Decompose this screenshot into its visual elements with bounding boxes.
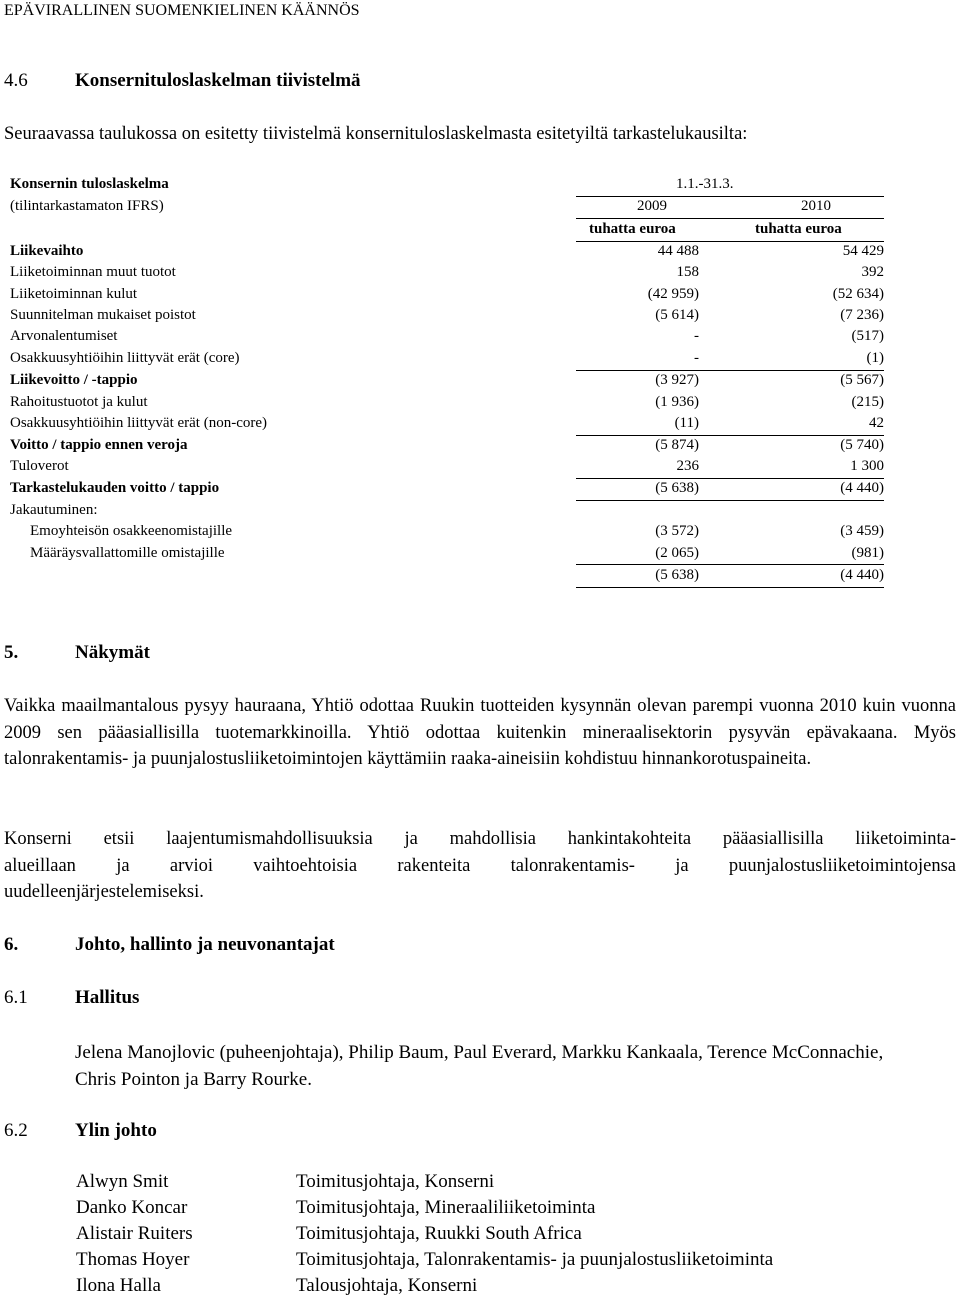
- section-4-6-number: 4.6: [4, 70, 28, 91]
- row-value-2010: 54 429: [842, 243, 884, 259]
- row-label: Voitto / tappio ennen veroja: [10, 437, 188, 453]
- period-rule: [576, 196, 884, 197]
- table-period: 1.1.-31.3.: [676, 176, 734, 192]
- row-value-2010: (4 440): [840, 480, 884, 496]
- row-value-2010: 392: [861, 264, 884, 280]
- paragraph-line: alueillaan ja arvioi vaihtoehtoisia rakenteita talonrakentamis- ja puunjalostusliiketoimintojensa: [4, 855, 956, 876]
- row-value-2010: (52 634): [832, 286, 884, 302]
- row-label: Liiketoiminnan kulut: [10, 286, 138, 302]
- row-value-2009: 44 488: [657, 243, 699, 259]
- table-row: [10, 567, 890, 587]
- section-5-number: 5.: [4, 642, 19, 663]
- row-value-2010: (981): [851, 545, 884, 561]
- total-rule: [576, 587, 884, 588]
- row-label: Tarkastelukauden voitto / tappio: [10, 480, 220, 496]
- col1-year: 2009: [637, 198, 667, 214]
- year-rule: [576, 218, 884, 219]
- total-rule: [576, 564, 884, 565]
- manager-name: Alwyn Smit: [76, 1171, 169, 1192]
- row-value-2010: (5 740): [840, 437, 884, 453]
- total-rule: [576, 500, 884, 501]
- table-row: [10, 350, 890, 370]
- row-label: Liikevoitto / -tappio: [10, 372, 138, 388]
- paragraph-line: Konserni etsii laajentumismahdollisuuksia ja mahdollisia hankintakohteita pääasiallisilla liiketoiminta-: [4, 829, 956, 849]
- table-title: Konsernin tuloslaskelma: [10, 176, 169, 192]
- row-value-2010: (5 567): [840, 372, 884, 388]
- row-label: Suunnitelman mukaiset poistot: [10, 307, 196, 323]
- row-label: Määräysvallattomille omistajille: [30, 545, 225, 561]
- row-value-2009: -: [694, 350, 699, 366]
- row-value-2009: (3 927): [655, 372, 699, 388]
- row-value-2009: (3 572): [655, 523, 699, 539]
- manager-name: Thomas Hoyer: [76, 1249, 190, 1270]
- row-label: Rahoitustuotot ja kulut: [10, 394, 148, 410]
- board-members-text: Jelena Manojlovic (puheenjohtaja), Philip Baum, Paul Everard, Markku Kankaala, Terence McConnachie, Chris Pointon ja Barry Rourke.: [75, 1042, 884, 1090]
- table-row: [10, 307, 890, 327]
- section-6-1-number: 6.1: [4, 987, 28, 1008]
- row-value-2009: (42 959): [647, 286, 699, 302]
- manager-role: Toimitusjohtaja, Konserni: [296, 1171, 495, 1192]
- table-row: [10, 243, 890, 263]
- intro-text: Seuraavassa taulukossa on esitetty tiivistelmä konsernituloslaskelmasta esitetyiltä tarkastelukausilta:: [4, 124, 748, 144]
- row-label: Liiketoiminnan muut tuotot: [10, 264, 176, 280]
- section-6-1-title: Hallitus: [75, 987, 140, 1008]
- section-4-6-title: Konsernituloslaskelman tiivistelmä: [75, 70, 361, 91]
- row-value-2009: (2 065): [655, 545, 699, 561]
- section-5-title: Näkymät: [75, 642, 150, 663]
- row-value-2010: (517): [851, 328, 884, 344]
- paragraph-line: uudelleenjärjestelemiseksi.: [4, 882, 204, 902]
- row-value-2009: (5 638): [655, 567, 699, 583]
- manager-role: Toimitusjohtaja, Talonrakentamis- ja puunjalostusliiketoiminta: [296, 1249, 774, 1270]
- row-value-2009: 158: [676, 264, 699, 280]
- row-label: Osakkuusyhtiöihin liittyvät erät (non-core): [10, 415, 268, 431]
- table-row: [10, 458, 890, 478]
- subtotal-rule: [576, 478, 884, 479]
- row-label: Emoyhteisön osakkeenomistajille: [30, 523, 233, 539]
- table-row: [10, 437, 890, 457]
- row-label: Liikevaihto: [10, 243, 84, 259]
- row-value-2009: 236: [676, 458, 699, 474]
- manager-role: Talousjohtaja, Konserni: [296, 1275, 478, 1296]
- table-row: [10, 480, 890, 500]
- subtotal-rule: [576, 370, 884, 371]
- col2-unit: tuhatta euroa: [755, 221, 842, 237]
- row-value-2009: (11): [674, 415, 699, 431]
- row-value-2009: (1 936): [655, 394, 699, 410]
- table-row: [10, 545, 890, 565]
- row-value-2010: 1 300: [850, 458, 884, 474]
- table-row: [10, 523, 890, 543]
- table-row: [10, 286, 890, 306]
- table-row: [10, 264, 890, 284]
- subtotal-rule: [576, 435, 884, 436]
- section-6-title: Johto, hallinto ja neuvonantajat: [75, 934, 335, 955]
- row-value-2009: (5 638): [655, 480, 699, 496]
- row-label: Arvonalentumiset: [10, 328, 118, 344]
- table-row: [10, 328, 890, 348]
- manager-role: Toimitusjohtaja, Ruukki South Africa: [296, 1223, 582, 1244]
- row-value-2010: (7 236): [840, 307, 884, 323]
- outlook-paragraph-2: [4, 826, 956, 906]
- table-row: [10, 415, 890, 435]
- table-subtitle: (tilintarkastamaton IFRS): [10, 198, 164, 214]
- manager-role: Toimitusjohtaja, Mineraaliliiketoiminta: [296, 1197, 596, 1218]
- row-value-2009: (5 874): [655, 437, 699, 453]
- table-row: [10, 394, 890, 414]
- section-6-number: 6.: [4, 934, 19, 955]
- row-label: Tuloverot: [10, 458, 69, 474]
- outlook-paragraph-1: Vaikka maailmantalous pysyy hauraana, Yhtiö odottaa Ruukin tuotteiden kysynnän olevan parempi vuonna 2010 kuin vuonna 2009 sen pääasiallisilla tuotemarkkinoilla. Yhtiö odottaa kuitenkin mineraalisektorin pysyvän epävakaana. Myös talonrakentamis- ja puunjalostusliiketoimintojen käyttämiin raaka-aineisiin kohdistuu hinnankorotuspaineita.: [4, 696, 956, 769]
- table-row: [10, 502, 890, 522]
- section-6-2-title: Ylin johto: [75, 1120, 157, 1141]
- row-value-2010: (215): [851, 394, 884, 410]
- manager-name: Ilona Halla: [76, 1275, 161, 1296]
- row-value-2009: (5 614): [655, 307, 699, 323]
- table-row: [10, 372, 890, 392]
- col2-year: 2010: [801, 198, 831, 214]
- row-value-2010: (3 459): [840, 523, 884, 539]
- row-value-2010: 42: [869, 415, 884, 431]
- row-label: Osakkuusyhtiöihin liittyvät erät (core): [10, 350, 240, 366]
- unit-rule: [576, 241, 884, 242]
- row-value-2010: (4 440): [840, 567, 884, 583]
- row-value-2010: (1): [866, 350, 884, 366]
- manager-name: Alistair Ruiters: [76, 1223, 193, 1244]
- col1-unit: tuhatta euroa: [589, 221, 676, 237]
- row-value-2009: -: [694, 328, 699, 344]
- manager-name: Danko Koncar: [76, 1197, 188, 1218]
- section-6-2-number: 6.2: [4, 1120, 28, 1141]
- row-label: Jakautuminen:: [10, 502, 98, 518]
- document-header: EPÄVIRALLINEN SUOMENKIELINEN KÄÄNNÖS: [4, 2, 360, 19]
